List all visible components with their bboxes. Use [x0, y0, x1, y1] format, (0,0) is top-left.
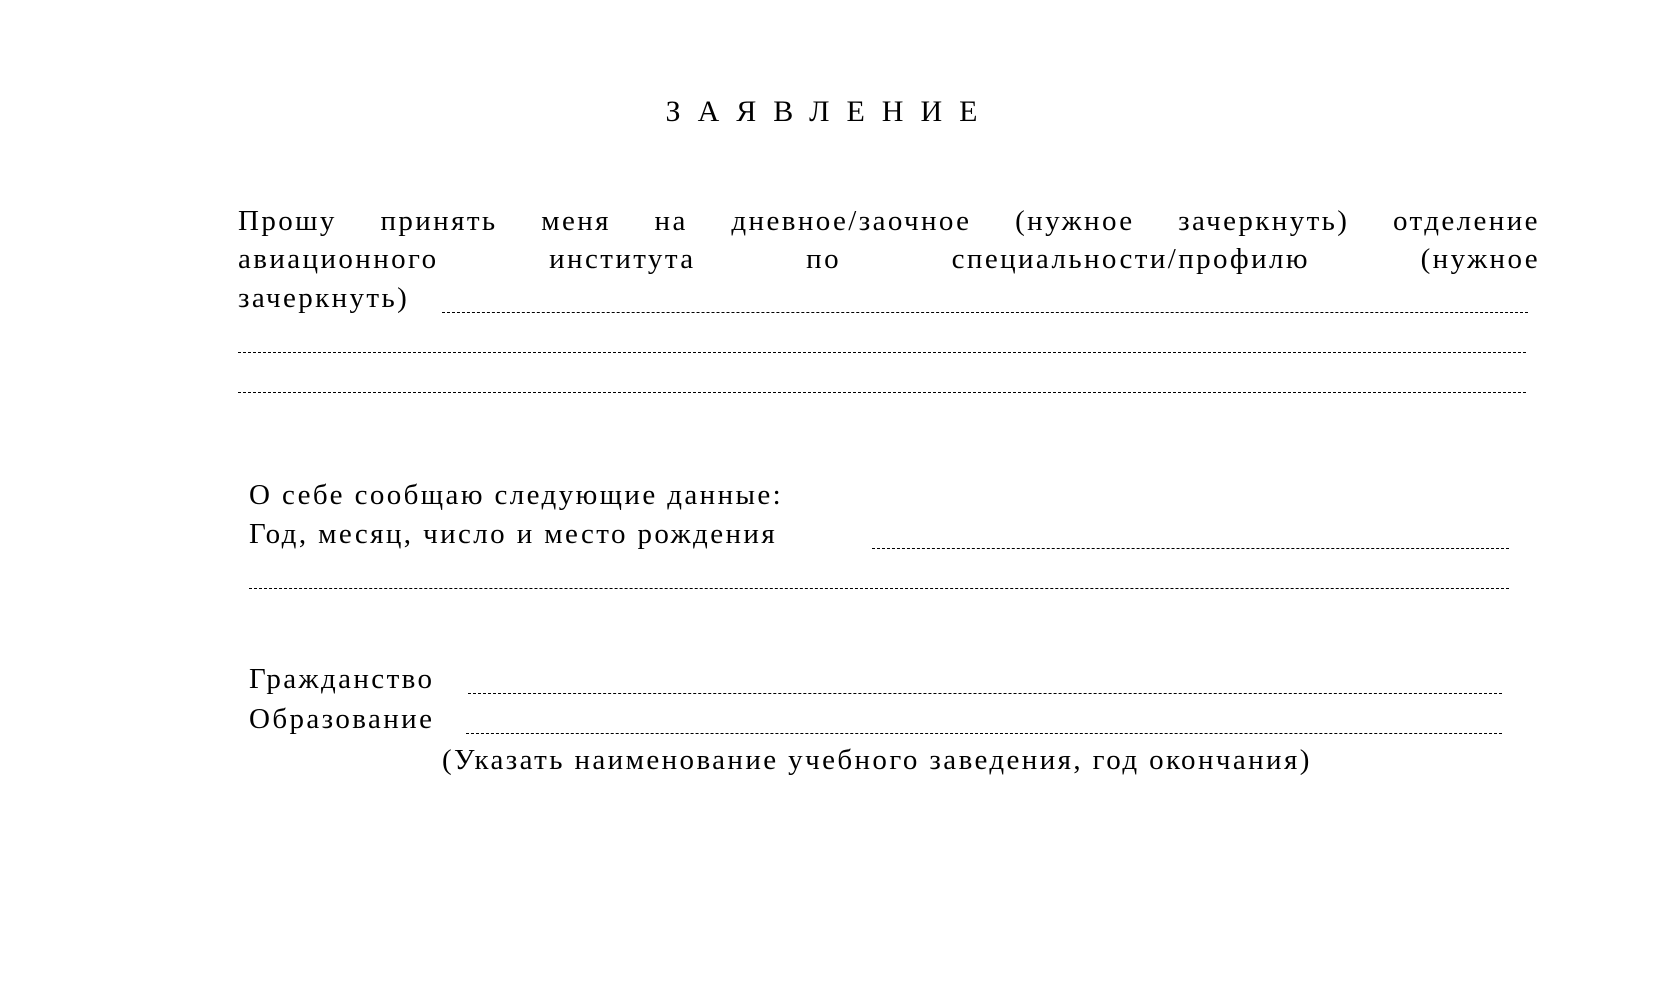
paragraph-word: (нужное — [1015, 205, 1135, 237]
paragraph-word: по — [806, 243, 841, 275]
paragraph-word: зачеркнуть) — [238, 282, 410, 314]
citizenship-fill-line[interactable] — [468, 693, 1502, 694]
paragraph-word: авиационного — [238, 243, 439, 275]
education-hint: (Указать наименование учебного заведения, год окончания) — [442, 744, 1312, 776]
about-intro: О себе сообщаю следующие данные: — [249, 479, 784, 511]
paragraph-word: зачеркнуть) — [1178, 205, 1350, 237]
citizenship-label: Гражданство — [249, 663, 435, 695]
paragraph-word: отделение — [1393, 205, 1540, 237]
paragraph-word: Прошу — [238, 205, 337, 237]
paragraph-line-3 — [238, 280, 409, 316]
paragraph-word: дневное/заочное — [731, 205, 972, 237]
paragraph-word: (нужное — [1420, 243, 1540, 275]
paragraph-word: принять — [380, 205, 498, 237]
specialty-fill-line-3[interactable] — [238, 392, 1526, 393]
birth-label: Год, месяц, число и место рождения — [249, 518, 778, 550]
paragraph-word: института — [549, 243, 696, 275]
birth-fill-line-1[interactable] — [872, 548, 1509, 549]
birth-fill-line-2[interactable] — [249, 588, 1509, 589]
document-title: ЗАЯВЛЕНИЕ — [665, 95, 995, 128]
paragraph-line-2 — [238, 241, 1540, 277]
specialty-fill-line-1[interactable] — [442, 312, 1528, 313]
paragraph-line-1 — [238, 203, 1540, 239]
education-label: Образование — [249, 703, 435, 735]
education-fill-line[interactable] — [466, 733, 1502, 734]
paragraph-word: на — [654, 205, 688, 237]
paragraph-word: специальности/профилю — [951, 243, 1310, 275]
specialty-fill-line-2[interactable] — [238, 352, 1526, 353]
paragraph-word: меня — [541, 205, 611, 237]
